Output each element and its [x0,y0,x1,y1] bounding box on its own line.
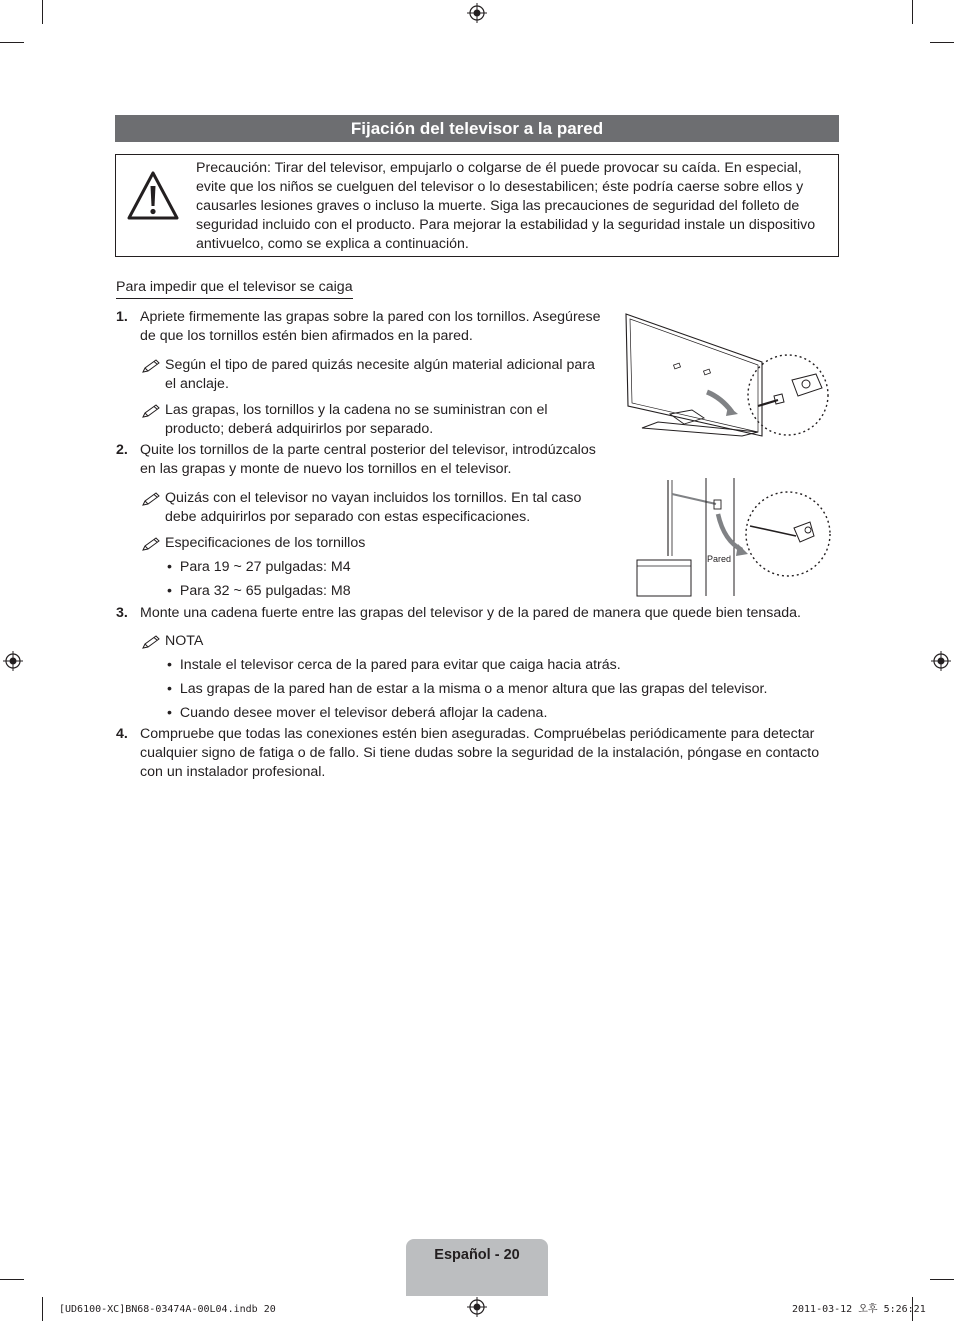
registration-mark-icon [467,3,487,23]
bullet-item: • Cuando desee mover el televisor deberá aflojar la cadena. [167,705,548,721]
page-number-label: Español - 20 [434,1247,520,1263]
caution-label: Precaución [196,160,267,176]
pencil-note-icon [141,491,161,507]
step-text: Compruebe que todas las conexiones estén bien aseguradas. Compruébelas periódicamente para detectar cualquier signo de fatiga o de fallo. Si tiene dudas sobre la seguridad de la instalación, póngase en contacto con un instalador profesional. [140,726,820,780]
bullet-item: • Las grapas de la pared han de estar a la misma o a menor altura que las grapas del televisor. [167,681,768,697]
crop-mark [42,0,43,24]
step-number: 2. [116,442,128,458]
caution-text: Precaución: Tirar del televisor, empujarlo o colgarse de él puede provocar su caída. En especial, evite que los niños se cuelguen del televisor o lo desestabilicen; éste podría caerse sobre ellos y causarles lesiones graves o incluso la muerte. Siga las precauciones de seguridad del folleto de seguridad incluido con el producto. Para mejorar la estabilidad y la seguridad instale un dispositivo antivuelco, como se explica a continuación. [196,160,816,252]
crop-mark [0,42,24,43]
registration-mark-icon [3,651,23,671]
note-text: Según el tipo de pared quizás necesite algún material adicional para el anclaje. [165,357,595,392]
wall-chain-illustration [634,474,834,598]
print-slug-file: [UD6100-XC]BN68-03474A-00L04.indb 20 [59,1304,276,1315]
pencil-note-icon [141,358,161,374]
crop-mark [42,1297,43,1321]
step-text: Monte una cadena fuerte entre las grapas del televisor y de la pared de manera que quede bien tensada. [140,605,801,621]
print-slug-date: 2011-03-12 오후 5:26:21 [792,1304,926,1315]
step-number: 1. [116,309,128,325]
crop-mark [0,1279,24,1280]
crop-mark [930,1279,954,1280]
bullet-item: • Instale el televisor cerca de la pared para evitar que caiga hacia atrás. [167,657,621,673]
note-label: NOTA [165,633,204,649]
step-text: Apriete firmemente las grapas sobre la pared con los tornillos. Asegúrese de que los tornillos estén bien afirmados en la pared. [140,309,601,344]
crop-mark [930,42,954,43]
tv-bracket-illustration [612,310,834,440]
pencil-note-icon [141,536,161,552]
wall-label: Pared [707,554,732,564]
bullet-item: • Para 19 ~ 27 pulgadas: M4 [167,559,351,575]
pencil-note-icon [141,403,161,419]
note-text: Especificaciones de los tornillos [165,535,366,551]
note-text: Quizás con el televisor no vayan incluidos los tornillos. En tal caso debe adquirirlos por separado con estas especificaciones. [165,490,582,525]
warning-triangle-icon [126,170,180,222]
section-title: Fijación del televisor a la pared [115,115,839,142]
note-text: Las grapas, los tornillos y la cadena no se suministran con el producto; deberá adquirirlos por separado. [165,402,548,437]
crop-mark [912,0,913,24]
step-number: 4. [116,726,128,742]
pencil-note-icon [141,634,161,650]
bullet-item: • Para 32 ~ 65 pulgadas: M8 [167,583,351,599]
registration-mark-icon [931,651,951,671]
registration-mark-icon [467,1297,487,1317]
step-number: 3. [116,605,128,621]
subheading: Para impedir que el televisor se caiga [116,278,353,299]
step-text: Quite los tornillos de la parte central posterior del televisor, introdúzcalos en las grapas y monte de nuevo los tornillos en el televisor. [140,442,596,477]
